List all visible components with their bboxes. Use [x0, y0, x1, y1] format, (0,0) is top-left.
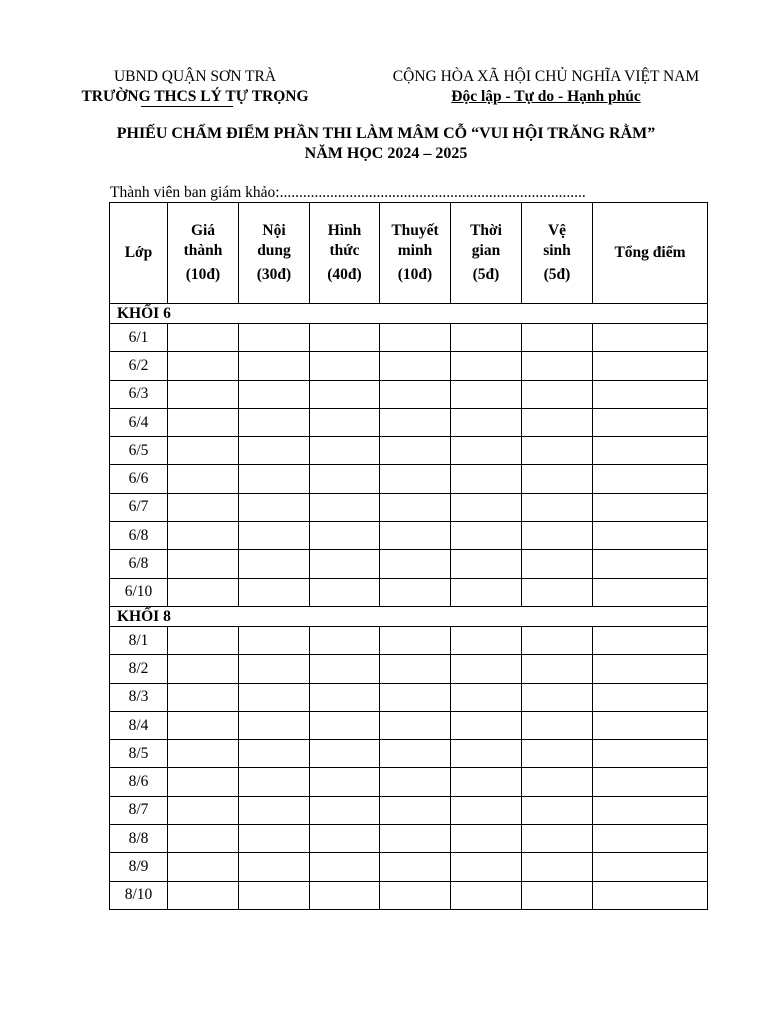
- table-row: [110, 408, 708, 436]
- column-header: [522, 203, 593, 304]
- column-max-score: (5đ): [472, 266, 500, 283]
- score-cell: [310, 380, 380, 408]
- column-header-text: Tổng điểm: [614, 244, 686, 261]
- score-cell: [168, 352, 239, 380]
- column-header: [451, 203, 522, 304]
- school-name: TRƯỜNG THCS LÝ TỰ TRỌNG: [81, 88, 309, 105]
- table-row: [110, 522, 708, 550]
- column-header-text: Nội: [262, 222, 286, 239]
- score-cell: [168, 465, 239, 493]
- table-row: [110, 380, 708, 408]
- class-name-cell: 8/6: [110, 768, 168, 796]
- score-cell: [168, 881, 239, 909]
- class-name-cell: 8/4: [110, 711, 168, 739]
- score-cell: [380, 550, 451, 578]
- score-cell: [310, 408, 380, 436]
- score-cell: [310, 550, 380, 578]
- score-cell: [380, 711, 451, 739]
- score-cell: [168, 437, 239, 465]
- table-row: [110, 437, 708, 465]
- score-cell: [593, 522, 708, 550]
- score-cell: [310, 711, 380, 739]
- class-name-cell: 8/5: [110, 740, 168, 768]
- score-cell: [168, 626, 239, 654]
- score-cell: [522, 550, 593, 578]
- table-row: [110, 493, 708, 521]
- column-header-text: thức: [329, 242, 360, 259]
- score-cell: [451, 465, 522, 493]
- column-header-text: thành: [183, 242, 223, 259]
- class-name-cell: 8/8: [110, 825, 168, 853]
- judge-label: Thành viên ban giám khảo:...............................................................................: [110, 184, 586, 201]
- score-cell: [310, 881, 380, 909]
- column-header-text: gian: [471, 242, 501, 259]
- score-cell: [593, 550, 708, 578]
- score-cell: [593, 437, 708, 465]
- score-cell: [451, 853, 522, 881]
- column-header: [110, 203, 168, 304]
- score-cell: [451, 796, 522, 824]
- class-name-cell: 8/10: [110, 881, 168, 909]
- class-name-cell: 8/3: [110, 683, 168, 711]
- score-cell: [239, 380, 310, 408]
- score-cell: [522, 740, 593, 768]
- score-cell: [451, 578, 522, 606]
- score-cell: [380, 578, 451, 606]
- score-cell: [310, 493, 380, 521]
- score-cell: [239, 408, 310, 436]
- score-cell: [380, 853, 451, 881]
- score-cell: [522, 853, 593, 881]
- score-cell: [522, 522, 593, 550]
- score-cell: [522, 796, 593, 824]
- table-row: [110, 352, 708, 380]
- table-row: [110, 655, 708, 683]
- column-header-text: minh: [397, 242, 433, 259]
- score-cell: [593, 768, 708, 796]
- score-cell: [593, 683, 708, 711]
- score-cell: [522, 437, 593, 465]
- class-name-cell: 8/9: [110, 853, 168, 881]
- country-name: CỘNG HÒA XÃ HỘI CHỦ NGHĨA VIỆT NAM: [392, 68, 700, 85]
- class-name-cell: 6/7: [110, 493, 168, 521]
- score-cell: [239, 768, 310, 796]
- column-header: [239, 203, 310, 304]
- score-cell: [451, 324, 522, 352]
- score-cell: [239, 493, 310, 521]
- score-cell: [522, 683, 593, 711]
- column-header: [310, 203, 380, 304]
- score-cell: [451, 437, 522, 465]
- grade-group-label: KHỐI 8: [110, 606, 708, 626]
- table-row: [110, 550, 708, 578]
- score-cell: [593, 493, 708, 521]
- score-cell: [310, 853, 380, 881]
- class-name-cell: 6/6: [110, 465, 168, 493]
- score-cell: [593, 408, 708, 436]
- score-cell: [380, 380, 451, 408]
- score-cell: [168, 578, 239, 606]
- score-cell: [522, 408, 593, 436]
- table-row: [110, 711, 708, 739]
- score-cell: [310, 825, 380, 853]
- score-cell: [310, 465, 380, 493]
- score-cell: [380, 493, 451, 521]
- score-cell: [380, 740, 451, 768]
- score-cell: [310, 578, 380, 606]
- score-cell: [593, 324, 708, 352]
- score-cell: [522, 626, 593, 654]
- score-cell: [451, 380, 522, 408]
- score-cell: [168, 380, 239, 408]
- grade-group-row: [110, 304, 708, 324]
- score-cell: [168, 493, 239, 521]
- score-cell: [239, 881, 310, 909]
- score-cell: [168, 522, 239, 550]
- score-cell: [522, 578, 593, 606]
- score-cell: [380, 881, 451, 909]
- class-name-cell: 6/5: [110, 437, 168, 465]
- score-cell: [239, 683, 310, 711]
- score-cell: [380, 683, 451, 711]
- score-cell: [239, 437, 310, 465]
- table-row: [110, 853, 708, 881]
- score-cell: [451, 655, 522, 683]
- table-row: [110, 740, 708, 768]
- score-cell: [310, 522, 380, 550]
- score-cell: [380, 408, 451, 436]
- score-cell: [522, 493, 593, 521]
- score-cell: [168, 408, 239, 436]
- score-cell: [593, 380, 708, 408]
- class-name-cell: 6/1: [110, 324, 168, 352]
- score-cell: [168, 683, 239, 711]
- score-cell: [522, 380, 593, 408]
- table-row: [110, 796, 708, 824]
- score-cell: [380, 522, 451, 550]
- school-underline: [141, 106, 233, 107]
- score-cell: [168, 655, 239, 683]
- score-cell: [451, 740, 522, 768]
- score-cell: [168, 740, 239, 768]
- column-max-score: (10đ): [185, 266, 221, 283]
- column-max-score: (40đ): [327, 266, 362, 283]
- score-cell: [310, 626, 380, 654]
- score-cell: [593, 853, 708, 881]
- score-cell: [522, 711, 593, 739]
- table-row: [110, 465, 708, 493]
- score-cell: [380, 768, 451, 796]
- score-cell: [239, 465, 310, 493]
- score-cell: [168, 825, 239, 853]
- column-max-score: (10đ): [397, 266, 433, 283]
- table-row: [110, 626, 708, 654]
- column-header-text: sinh: [543, 242, 571, 259]
- column-header-text: Thuyết: [391, 222, 439, 239]
- score-cell: [239, 550, 310, 578]
- score-cell: [168, 796, 239, 824]
- score-cell: [310, 655, 380, 683]
- class-name-cell: 6/10: [110, 578, 168, 606]
- class-name-cell: 8/1: [110, 626, 168, 654]
- score-cell: [593, 578, 708, 606]
- grade-group-row: [110, 606, 708, 626]
- column-header: [380, 203, 451, 304]
- score-cell: [593, 655, 708, 683]
- score-cell: [239, 626, 310, 654]
- score-cell: [310, 740, 380, 768]
- score-cell: [522, 465, 593, 493]
- score-cell: [239, 522, 310, 550]
- score-table: [109, 202, 708, 910]
- class-name-cell: 6/8: [110, 522, 168, 550]
- score-cell: [451, 522, 522, 550]
- score-cell: [451, 825, 522, 853]
- column-max-score: (5đ): [543, 266, 571, 283]
- score-cell: [239, 578, 310, 606]
- score-cell: [310, 796, 380, 824]
- column-header-text: dung: [257, 242, 291, 259]
- table-row: [110, 324, 708, 352]
- column-header: [593, 203, 708, 304]
- table-row: [110, 881, 708, 909]
- score-cell: [593, 825, 708, 853]
- score-cell: [593, 796, 708, 824]
- column-header-text: Thời: [470, 222, 502, 239]
- grade-group-label: KHỐI 6: [110, 304, 708, 324]
- class-name-cell: 6/3: [110, 380, 168, 408]
- score-cell: [239, 853, 310, 881]
- score-cell: [168, 768, 239, 796]
- score-cell: [451, 626, 522, 654]
- class-name-cell: 6/2: [110, 352, 168, 380]
- score-cell: [593, 740, 708, 768]
- score-cell: [380, 352, 451, 380]
- score-cell: [168, 853, 239, 881]
- score-cell: [451, 768, 522, 796]
- score-cell: [380, 465, 451, 493]
- score-cell: [239, 740, 310, 768]
- table-row: [110, 825, 708, 853]
- score-cell: [380, 324, 451, 352]
- score-cell: [451, 352, 522, 380]
- score-cell: [451, 408, 522, 436]
- score-cell: [522, 881, 593, 909]
- column-header: [168, 203, 239, 304]
- score-cell: [522, 324, 593, 352]
- score-cell: [593, 352, 708, 380]
- score-cell: [310, 768, 380, 796]
- class-name-cell: 8/2: [110, 655, 168, 683]
- score-cell: [310, 437, 380, 465]
- score-cell: [310, 683, 380, 711]
- score-cell: [451, 683, 522, 711]
- score-cell: [451, 711, 522, 739]
- score-cell: [239, 711, 310, 739]
- score-cell: [239, 324, 310, 352]
- score-cell: [168, 324, 239, 352]
- score-cell: [380, 437, 451, 465]
- class-name-cell: 6/4: [110, 408, 168, 436]
- score-cell: [522, 768, 593, 796]
- table-row: [110, 768, 708, 796]
- school-year: NĂM HỌC 2024 – 2025: [304, 145, 468, 162]
- score-cell: [239, 655, 310, 683]
- column-header-text: Vệ: [547, 222, 567, 239]
- score-cell: [522, 655, 593, 683]
- score-cell: [593, 626, 708, 654]
- score-cell: [380, 655, 451, 683]
- form-title: PHIẾU CHẤM ĐIỂM PHẦN THI LÀM MÂM CỖ “VUI HỘI TRĂNG RẰM”: [116, 125, 656, 142]
- table-header-row: [110, 203, 708, 304]
- score-cell: [239, 825, 310, 853]
- table-body: [110, 304, 708, 910]
- national-motto: Độc lập - Tự do - Hạnh phúc: [451, 88, 641, 105]
- org-name-left: UBND QUẬN SƠN TRÀ: [113, 68, 277, 85]
- column-max-score: (30đ): [256, 266, 292, 283]
- column-header-text: Lớp: [124, 244, 153, 261]
- score-cell: [310, 352, 380, 380]
- class-name-cell: 8/7: [110, 796, 168, 824]
- score-cell: [239, 796, 310, 824]
- score-cell: [168, 711, 239, 739]
- score-cell: [239, 352, 310, 380]
- class-name-cell: 6/8: [110, 550, 168, 578]
- score-cell: [522, 825, 593, 853]
- score-cell: [380, 796, 451, 824]
- score-cell: [451, 550, 522, 578]
- column-header-text: Hình: [327, 222, 362, 239]
- score-cell: [522, 352, 593, 380]
- score-cell: [380, 825, 451, 853]
- table-row: [110, 578, 708, 606]
- score-cell: [168, 550, 239, 578]
- column-header-text: Giá: [190, 222, 216, 239]
- score-cell: [451, 493, 522, 521]
- table-row: [110, 683, 708, 711]
- score-cell: [310, 324, 380, 352]
- score-cell: [593, 465, 708, 493]
- score-cell: [593, 881, 708, 909]
- score-cell: [380, 626, 451, 654]
- score-cell: [451, 881, 522, 909]
- score-cell: [593, 711, 708, 739]
